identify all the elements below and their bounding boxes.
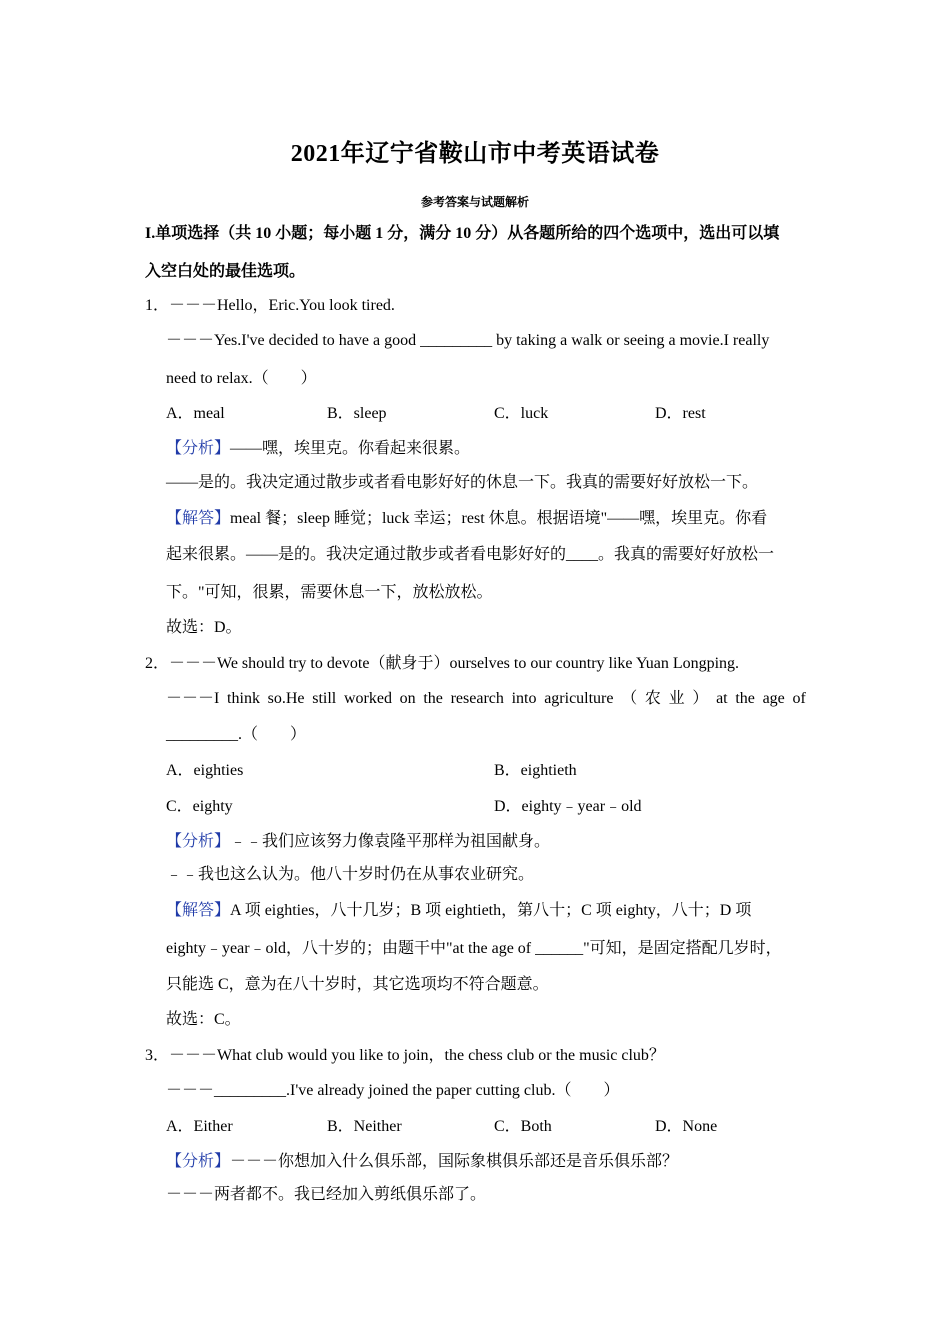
q2-stem-word: the xyxy=(423,690,443,707)
q2-stem-word: still xyxy=(312,690,337,707)
q2-stem-word: research xyxy=(450,690,504,707)
q3-option-b: B．Neither xyxy=(327,1118,402,1135)
q3-option-d: D．None xyxy=(655,1118,718,1135)
q2-stem-word: of xyxy=(792,690,806,707)
q2-option-a: A．eighties xyxy=(166,762,244,779)
q3-analysis-text-1: －－－你想加入什么俱乐部，国际象棋俱乐部还是音乐俱乐部？ xyxy=(230,1153,679,1170)
q2-stem-line-2 xyxy=(166,689,806,709)
q1-answer-line-1 xyxy=(166,509,767,529)
q2-stem-word: the xyxy=(735,690,755,707)
section-heading-line-1: I.单项选择（共 10 小题；每小题 1 分，满分 10 分）从各题所给的四个选项中，选出可以填 xyxy=(145,225,780,242)
q3-option-a: A．Either xyxy=(166,1118,233,1135)
q1-analysis-line-1 xyxy=(166,439,470,459)
q2-answer-text-1: A 项 eighties，八十几岁；B 项 eightieth，第八十；C 项 eighty，八十；D 项 xyxy=(230,902,752,919)
q3-stem-line-1: 3．－－－What club would you like to join，the chess club or the music club？ xyxy=(145,1047,665,1064)
q2-stem-line-1: 2．－－－We should try to devote（献身于）ourselves to our country like Yuan Longping. xyxy=(145,655,740,672)
q1-answer-line-3: 下。"可知，很累，需要休息一下，放松放松。 xyxy=(166,584,493,601)
q1-stem-line-3: need to relax.（ ） xyxy=(166,370,317,387)
q1-answer-text-1: meal 餐；sleep 睡觉；luck 幸运；rest 休息。根据语境"——嘿，埃里克。你看 xyxy=(230,510,768,527)
q1-analysis-text-1: ——嘿，埃里克。你看起来很累。 xyxy=(230,440,471,457)
q1-option-a: A．meal xyxy=(166,405,225,422)
q2-answer-tag: 【解答】 xyxy=(166,902,231,919)
q2-stem-word: 农 xyxy=(644,690,661,707)
q2-stem-word: ） xyxy=(692,690,709,707)
q2-stem-line-3: _________.（ ） xyxy=(166,726,307,743)
q2-answer-line-1 xyxy=(166,901,751,921)
page-title: 2021年辽宁省鞍山市中考英语试卷 xyxy=(290,141,660,167)
q2-option-b: B．eightieth xyxy=(494,762,577,779)
q2-choice: 故选：C。 xyxy=(166,1011,241,1028)
q3-analysis-line-1 xyxy=(166,1152,678,1172)
q1-analysis-tag: 【分析】 xyxy=(166,440,231,457)
q2-analysis-line-2: ﹣﹣我也这么认为。他八十岁时仍在从事农业研究。 xyxy=(166,866,535,883)
q2-option-c: C．eighty xyxy=(166,798,233,815)
q2-answer-line-2: eighty﹣year﹣old，八十岁的；由题干中"at the age of ______"可知，是固定搭配几岁时， xyxy=(166,940,782,957)
q2-analysis-text-1: ﹣﹣我们应该努力像袁隆平那样为祖国献身。 xyxy=(230,833,551,850)
q3-stem-line-2: －－－_________.I've already joined the paper cutting club.（ ） xyxy=(166,1082,620,1099)
q2-stem-word: think xyxy=(227,690,260,707)
q1-stem-line-2: －－－Yes.I've decided to have a good _________ by taking a walk or seeing a movie.I really xyxy=(166,332,770,349)
q1-option-d: D．rest xyxy=(655,405,706,422)
q2-stem-word: so.He xyxy=(267,690,305,707)
q2-stem-word: agriculture xyxy=(544,690,614,707)
q1-analysis-line-2: ——是的。我决定通过散步或者看电影好好的休息一下。我真的需要好好放松一下。 xyxy=(166,474,759,491)
q2-analysis-line-1 xyxy=(166,832,550,852)
q3-analysis-line-2: －－－两者都不。我已经加入剪纸俱乐部了。 xyxy=(166,1186,487,1203)
q2-stem-word: 业 xyxy=(668,690,685,707)
q2-stem-word: at xyxy=(716,690,728,707)
q2-stem-word: into xyxy=(511,690,537,707)
q2-stem-word: （ xyxy=(621,690,638,707)
q2-stem-word: age xyxy=(762,690,785,707)
q2-stem-word: on xyxy=(399,690,416,707)
q1-choice: 故选：D。 xyxy=(166,619,242,636)
q1-stem-line-1: 1．－－－Hello，Eric.You look tired. xyxy=(145,297,395,314)
section-heading-line-2: 入空白处的最佳选项。 xyxy=(145,263,306,280)
q3-option-c: C．Both xyxy=(494,1118,552,1135)
page-subtitle: 参考答案与试题解析 xyxy=(420,195,529,209)
q1-option-b: B．sleep xyxy=(327,405,387,422)
q1-option-c: C．luck xyxy=(494,405,549,422)
q2-analysis-tag: 【分析】 xyxy=(166,833,231,850)
q2-answer-line-3: 只能选 C，意为在八十岁时，其它选项均不符合题意。 xyxy=(166,976,549,993)
q3-analysis-tag: 【分析】 xyxy=(166,1153,231,1170)
q1-answer-line-2: 起来很累。——是的。我决定通过散步或者看电影好好的____。我真的需要好好放松一 xyxy=(166,546,775,563)
q2-stem-word: worked xyxy=(343,690,392,707)
q1-answer-tag: 【解答】 xyxy=(166,510,231,527)
q2-stem-word: －－－I xyxy=(166,690,220,707)
q2-option-d: D．eighty﹣year﹣old xyxy=(494,798,642,815)
